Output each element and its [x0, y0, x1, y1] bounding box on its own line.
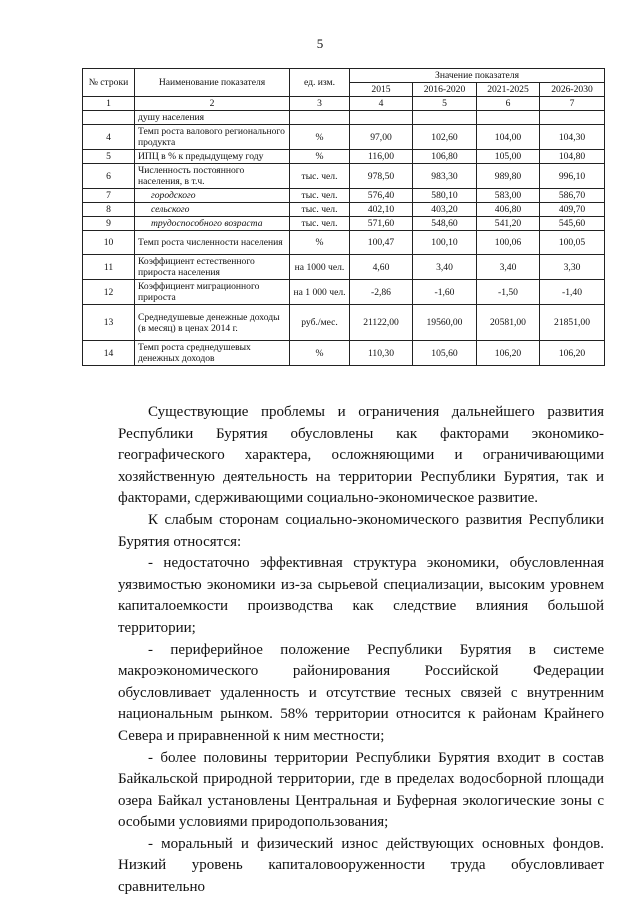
- value-cell: 106,20: [540, 341, 605, 366]
- value-cell: 996,10: [540, 164, 605, 189]
- table-row: [83, 164, 605, 189]
- value-cell: 406,80: [477, 203, 540, 217]
- name-cell: душу населения: [135, 111, 290, 125]
- value-cell: 106,20: [477, 341, 540, 366]
- table-row: [83, 305, 605, 341]
- unit-cell: %: [290, 150, 350, 164]
- unit-cell: %: [290, 231, 350, 255]
- table-row: [83, 341, 605, 366]
- index-cell: 4: [350, 97, 413, 111]
- paragraph: Существующие проблемы и ограничения дальнейшего развития Республики Бурятия обусловлены как факторами экономико-географического характера, осложняющими и ограничивающими хозяйственную деятельность на территории Республики Бурятия, так и факторами, сдерживающими социально-экономическое развитие.: [118, 404, 604, 507]
- unit-cell: на 1000 чел.: [290, 255, 350, 280]
- row-no-cell: 12: [83, 280, 135, 305]
- row-no-cell: 8: [83, 203, 135, 217]
- value-cell: 978,50: [350, 164, 413, 189]
- value-cell: 989,80: [477, 164, 540, 189]
- value-cell: 20581,00: [477, 305, 540, 341]
- indicators-table: [82, 68, 605, 366]
- value-cell: 100,05: [540, 231, 605, 255]
- table-row: [83, 189, 605, 203]
- value-cell: 104,30: [540, 125, 605, 150]
- value-cell: 402,10: [350, 203, 413, 217]
- row-no-cell: 4: [83, 125, 135, 150]
- header-value-group: Значение показателя: [350, 69, 605, 83]
- header-row-no: № строки: [83, 69, 135, 97]
- unit-cell: [290, 111, 350, 125]
- value-cell: 541,20: [477, 217, 540, 231]
- index-cell: 2: [135, 97, 290, 111]
- value-cell: 116,00: [350, 150, 413, 164]
- table-row: [83, 203, 605, 217]
- value-cell: 3,40: [477, 255, 540, 280]
- name-cell: городского: [135, 189, 290, 203]
- value-cell: 548,60: [413, 217, 477, 231]
- value-cell: 102,60: [413, 125, 477, 150]
- unit-cell: %: [290, 125, 350, 150]
- paragraph: - моральный и физический износ действующих основных фондов. Низкий уровень капиталовооруженности труда обусловливает сравнительно: [118, 835, 604, 896]
- row-no-cell: 11: [83, 255, 135, 280]
- value-cell: 3,40: [413, 255, 477, 280]
- name-cell: Среднедушевые денежные доходы (в месяц) в ценах 2014 г.: [135, 305, 290, 341]
- value-cell: -1,50: [477, 280, 540, 305]
- table-row: [83, 125, 605, 150]
- value-cell: 4,60: [350, 255, 413, 280]
- value-cell: 21122,00: [350, 305, 413, 341]
- body-text: [118, 402, 604, 899]
- value-cell: 104,00: [477, 125, 540, 150]
- name-cell: Коэффициент естественного прироста населения: [135, 255, 290, 280]
- value-cell: 571,60: [350, 217, 413, 231]
- row-no-cell: 6: [83, 164, 135, 189]
- row-no-cell: 5: [83, 150, 135, 164]
- index-row: [83, 97, 605, 111]
- name-cell: Темп роста среднедушевых денежных доходов: [135, 341, 290, 366]
- value-cell: 545,60: [540, 217, 605, 231]
- value-cell: -1,40: [540, 280, 605, 305]
- header-period: 2026-2030: [540, 83, 605, 97]
- value-cell: 19560,00: [413, 305, 477, 341]
- name-cell: трудоспособного возраста: [135, 217, 290, 231]
- value-cell: 104,80: [540, 150, 605, 164]
- header-name: Наименование показателя: [135, 69, 290, 97]
- paragraph: - периферийное положение Республики Бурятия в системе макроэкономического районирования Российской Федерации обусловливает удаленность и отсутствие тесных связей с внутренним национальным рынком. 58% территории относится к районам Крайнего Севера и приравненной к ним местности;: [118, 641, 604, 744]
- row-no-cell: 10: [83, 231, 135, 255]
- unit-cell: на 1 000 чел.: [290, 280, 350, 305]
- value-cell: 3,30: [540, 255, 605, 280]
- value-cell: 580,10: [413, 189, 477, 203]
- value-cell: [477, 111, 540, 125]
- unit-cell: %: [290, 341, 350, 366]
- table-row: [83, 280, 605, 305]
- row-no-cell: 13: [83, 305, 135, 341]
- value-cell: 110,30: [350, 341, 413, 366]
- table-row-continuation: [83, 111, 605, 125]
- value-cell: 100,06: [477, 231, 540, 255]
- value-cell: 409,70: [540, 203, 605, 217]
- row-no-cell: 9: [83, 217, 135, 231]
- value-cell: -2,86: [350, 280, 413, 305]
- table-row: [83, 150, 605, 164]
- index-cell: 3: [290, 97, 350, 111]
- unit-cell: тыс. чел.: [290, 189, 350, 203]
- table-row: [83, 255, 605, 280]
- value-cell: 97,00: [350, 125, 413, 150]
- header-period: 2015: [350, 83, 413, 97]
- header-unit: ед. изм.: [290, 69, 350, 97]
- name-cell: Темп роста численности населения: [135, 231, 290, 255]
- name-cell: ИПЦ в % к предыдущему году: [135, 150, 290, 164]
- index-cell: 1: [83, 97, 135, 111]
- name-cell: сельского: [135, 203, 290, 217]
- value-cell: 576,40: [350, 189, 413, 203]
- unit-cell: тыс. чел.: [290, 217, 350, 231]
- name-cell: Численность постоянного населения, в т.ч.: [135, 164, 290, 189]
- value-cell: 105,60: [413, 341, 477, 366]
- row-no-cell: 7: [83, 189, 135, 203]
- value-cell: [540, 111, 605, 125]
- value-cell: [350, 111, 413, 125]
- value-cell: 586,70: [540, 189, 605, 203]
- index-cell: 5: [413, 97, 477, 111]
- value-cell: 21851,00: [540, 305, 605, 341]
- index-cell: 7: [540, 97, 605, 111]
- table-row: [83, 231, 605, 255]
- value-cell: -1,60: [413, 280, 477, 305]
- value-cell: 106,80: [413, 150, 477, 164]
- value-cell: 403,20: [413, 203, 477, 217]
- header-period: 2016-2020: [413, 83, 477, 97]
- row-no-cell: 14: [83, 341, 135, 366]
- value-cell: 983,30: [413, 164, 477, 189]
- unit-cell: тыс. чел.: [290, 164, 350, 189]
- paragraph: - недостаточно эффективная структура экономики, обусловленная уязвимостью экономики из-за сырьевой специализации, высоким уровнем капиталоемкости производства как следствие влияния большой территории;: [118, 555, 604, 636]
- name-cell: Темп роста валового регионального продукта: [135, 125, 290, 150]
- unit-cell: тыс. чел.: [290, 203, 350, 217]
- page-number: 5: [316, 36, 324, 51]
- value-cell: 100,47: [350, 231, 413, 255]
- value-cell: 105,00: [477, 150, 540, 164]
- header-period: 2021-2025: [477, 83, 540, 97]
- unit-cell: руб./мес.: [290, 305, 350, 341]
- paragraph: - более половины территории Республики Бурятия входит в состав Байкальской природной территории, где в пределах водосборной площади озера Байкал установлены Центральная и Буферная экологические зоны с особыми условиями природопользования;: [118, 749, 604, 831]
- table-row: [83, 217, 605, 231]
- value-cell: 583,00: [477, 189, 540, 203]
- row-no-cell: [83, 111, 135, 125]
- value-cell: 100,10: [413, 231, 477, 255]
- paragraph: К слабым сторонам социально-экономического развития Республики Бурятия относятся:: [118, 511, 604, 550]
- name-cell: Коэффициент миграционного прироста: [135, 280, 290, 305]
- index-cell: 6: [477, 97, 540, 111]
- value-cell: [413, 111, 477, 125]
